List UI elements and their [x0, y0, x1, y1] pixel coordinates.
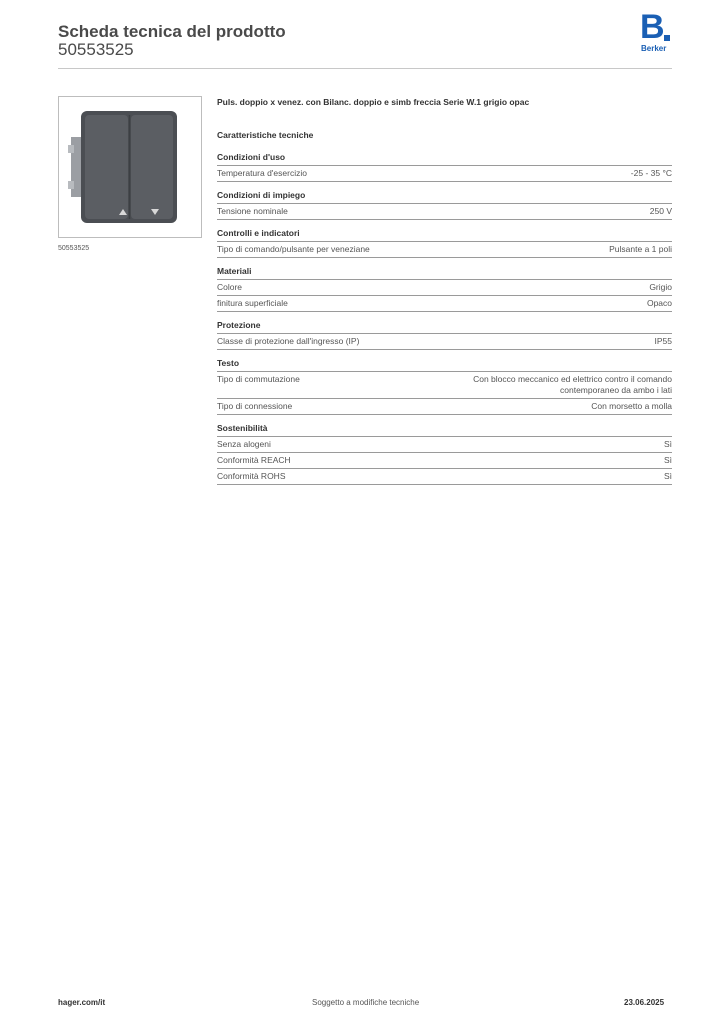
spec-label: Tipo di comando/pulsante per veneziane — [217, 244, 370, 254]
berker-logo — [640, 8, 676, 56]
product-image — [58, 96, 202, 238]
footer-date: 23.06.2025 — [624, 998, 665, 1007]
logo-text: Berker — [641, 44, 667, 53]
spec-row — [217, 469, 672, 485]
spec-value: -25 - 35 °C — [630, 168, 672, 178]
spec-value: Grigio — [649, 282, 672, 292]
rocker-right — [131, 115, 173, 219]
product-description: Puls. doppio x venez. con Bilanc. doppio e simb freccia Serie W.1 grigio opac — [217, 97, 530, 107]
spec-group — [217, 358, 672, 415]
spec-value: Opaco — [646, 298, 672, 308]
spec-group — [217, 423, 672, 485]
specs-content — [217, 96, 672, 485]
spec-row — [217, 166, 672, 182]
spec-value: Con morsetto a molla — [591, 401, 672, 411]
spec-value: Sì — [663, 471, 672, 481]
spec-group — [217, 228, 672, 258]
spec-row — [217, 399, 672, 415]
spec-label: Temperatura d'esercizio — [217, 168, 307, 178]
spec-value: Sì — [663, 455, 672, 465]
header-divider — [58, 68, 672, 69]
spec-row — [217, 453, 672, 469]
group-title: Sostenibilità — [217, 423, 672, 437]
spec-label: Senza alogeni — [217, 439, 271, 449]
spec-value: IP55 — [654, 336, 672, 346]
bracket-clip — [68, 145, 74, 153]
spec-row — [217, 334, 672, 350]
spec-value: 250 V — [649, 206, 672, 216]
spec-label: finitura superficiale — [217, 298, 288, 308]
product-code: 50553525 — [58, 40, 134, 59]
logo-letter: B — [640, 8, 664, 46]
spec-row — [217, 242, 672, 258]
spec-label: Colore — [217, 282, 243, 292]
rocker-left — [85, 115, 128, 219]
spec-label: Tipo di commutazione — [217, 374, 300, 384]
spec-row — [217, 280, 672, 296]
group-title: Materiali — [217, 266, 672, 280]
spec-label: Conformità REACH — [217, 455, 291, 465]
spec-row — [217, 296, 672, 312]
spec-row — [217, 437, 672, 453]
section-title: Caratteristiche tecniche — [217, 130, 314, 140]
spec-value: Pulsante a 1 poli — [609, 244, 672, 254]
website-link[interactable]: hager.com/it — [58, 998, 106, 1007]
spec-label: Tipo di connessione — [217, 401, 293, 411]
group-title: Protezione — [217, 320, 672, 334]
spec-group — [217, 320, 672, 350]
spec-label: Tensione nominale — [217, 206, 288, 216]
spec-value: Sì — [663, 439, 672, 449]
image-caption: 50553525 — [58, 245, 90, 252]
spec-group — [217, 266, 672, 312]
logo-dot — [664, 35, 670, 41]
spec-row — [217, 372, 672, 399]
switch-illustration — [59, 97, 201, 237]
spec-value: Con blocco meccanico ed elettrico contro il comando contemporaneo da ambo i lati — [473, 374, 672, 395]
group-title: Testo — [217, 358, 672, 372]
bracket-clip — [68, 181, 74, 189]
spec-group — [217, 190, 672, 220]
footer-note: Soggetto a modifiche tecniche — [312, 998, 420, 1007]
group-title: Condizioni d'uso — [217, 152, 672, 166]
spec-label: Conformità ROHS — [217, 471, 286, 481]
spec-row — [217, 204, 672, 220]
page-title: Scheda tecnica del prodotto — [58, 22, 286, 41]
spec-label: Classe di protezione dall'ingresso (IP) — [217, 336, 360, 346]
group-title: Controlli e indicatori — [217, 228, 672, 242]
group-title: Condizioni di impiego — [217, 190, 672, 204]
spec-group — [217, 152, 672, 182]
